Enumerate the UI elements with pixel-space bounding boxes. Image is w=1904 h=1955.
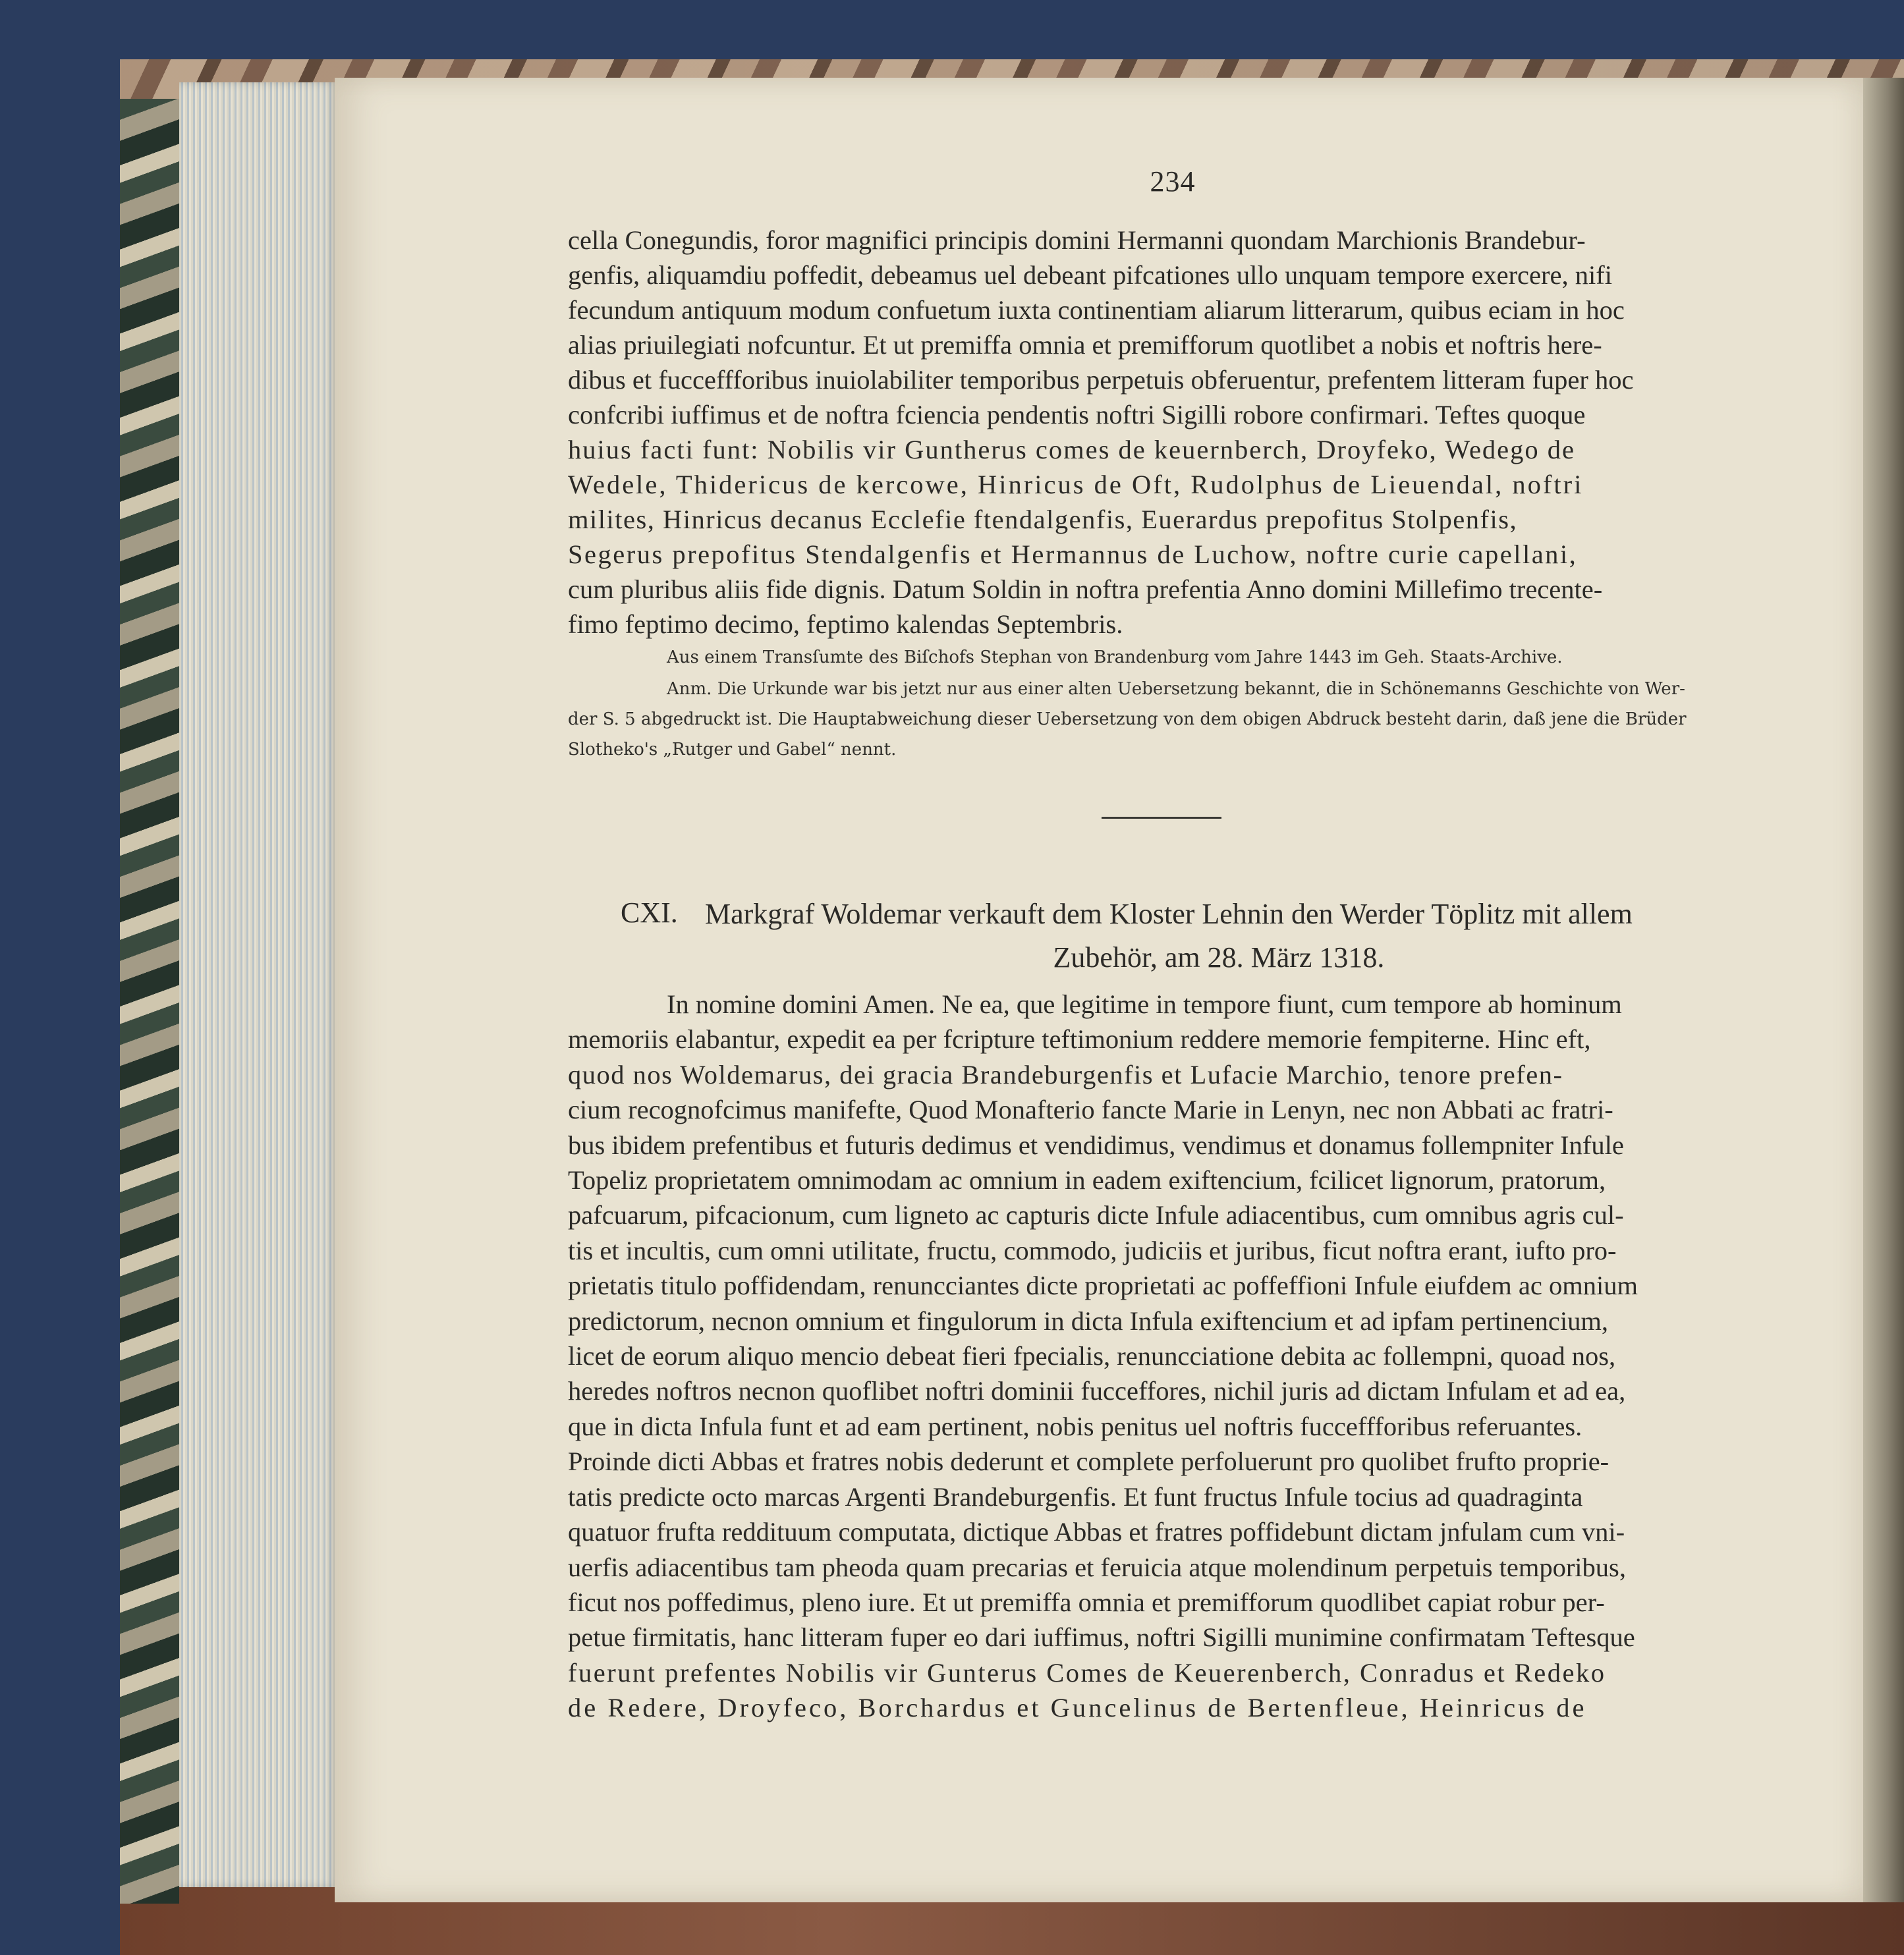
text-line: heredes noftros necnon quoflibet noftri dominii fucceffores, nichil juris ad dictam Infulam et ad ea, bbox=[568, 1376, 1626, 1406]
source-note: Aus einem Transſumte des Biſchofs Stephan von Brandenburg vom Jahre 1443 im Geh. Staats-Archive. bbox=[667, 647, 1563, 667]
text-line: quatuor frufta reddituum computata, dictique Abbas et fratres poffidebunt dictam jnfulam cum vni- bbox=[568, 1517, 1625, 1547]
text-line: Wedele, Thidericus de kercowe, Hinricus de Oft, Rudolphus de Lieuendal, noftri bbox=[568, 470, 1584, 499]
annotation-line: der S. 5 abgedruckt ist. Die Hauptabweichung dieser Uebersetzung von dem obigen Abdruck besteht darin, daß jene die Brüder bbox=[568, 709, 1687, 729]
text-line: confcribi iuffimus et de noftra fciencia pendentis noftri Sigilli robore confirmari. Teftes quoque bbox=[568, 400, 1586, 429]
text-line: milites, Hinricus decanus Ecclefie ftendalgenfis, Euerardus prepofitus Stolpenfis, bbox=[568, 505, 1518, 534]
text-line: fecundum antiquum modum confuetum iuxta continentiam aliarum litterarum, quibus eciam in hoc bbox=[568, 295, 1625, 325]
page-number: 234 bbox=[1150, 165, 1196, 198]
text-line: In nomine domini Amen. Ne ea, que legitime in tempore fiunt, cum tempore ab hominum bbox=[667, 989, 1622, 1019]
text-line: licet de eorum aliquo mencio debeat fieri fpecialis, renuncciatione debita ac follempni, quoad nos, bbox=[568, 1341, 1616, 1371]
text-line: cella Conegundis, foror magnifici principis domini Hermanni quondam Marchionis Brandebur- bbox=[568, 225, 1586, 255]
text-line: fimo feptimo decimo, feptimo kalendas Septembris. bbox=[568, 609, 1123, 639]
paragraph-continued bbox=[568, 223, 1754, 642]
gutter-shadow bbox=[1863, 78, 1904, 1902]
heading-line: Markgraf Woldemar verkauft dem Kloster Lehnin den Werder Töplitz mit allem bbox=[705, 898, 1633, 930]
text-line: dibus et fucceffforibus inuiolabiliter temporibus perpetuis obferuentur, prefentem litteram fuper hoc bbox=[568, 365, 1634, 395]
text-line: Topeliz proprietatem omnimodam ac omnium in eadem exiftencium, fcilicet lignorum, pratorum, bbox=[568, 1165, 1606, 1196]
source-notes bbox=[568, 646, 1754, 761]
text-line: tatis predicte octo marcas Argenti Brandeburgenfis. Et funt fructus Infule tocius ad quadraginta bbox=[568, 1481, 1583, 1512]
text-line: alias priuilegiati nofcuntur. Et ut premiffa omnia et premifforum quotlibet a nobis et noftris here- bbox=[568, 330, 1602, 360]
paragraph-new bbox=[568, 987, 1754, 1726]
text-line: predictorum, necnon omnium et fingulorum in dicta Infula exiftencium et ad ipfam pertinencium, bbox=[568, 1306, 1609, 1336]
text-line: bus ibidem prefentibus et futuris dedimus et vendidimus, vendimus et donamus follempniter Infule bbox=[568, 1130, 1624, 1160]
page-stack-edge bbox=[179, 82, 337, 1887]
text-line: ficut nos poffedimus, pleno iure. Et ut premiffa omnia et premifforum quodlibet capiat robur per- bbox=[568, 1587, 1605, 1617]
text-line: uerfis adiacentibus tam pheoda quam precarias et feruicia atque molendinum perpetuis temporibus, bbox=[568, 1552, 1626, 1582]
text-line: pafcuarum, pifcacionum, cum ligneto ac capturis dicte Infule adiacentibus, cum omnibus agris cul- bbox=[568, 1200, 1624, 1230]
text-line: fuerunt prefentes Nobilis vir Gunterus Comes de Keuerenberch, Conradus et Redeko bbox=[568, 1657, 1606, 1688]
heading-line: Zubehör, am 28. März 1318. bbox=[1053, 941, 1385, 974]
text-line: de Redere, Droyfeco, Borchardus et Guncelinus de Bertenfleue, Heinricus de bbox=[568, 1693, 1587, 1723]
text-line: petue firmitatis, hanc litteram fuper eo dari iuffimus, noftri Sigilli munimine confirmatam Teftesque bbox=[568, 1622, 1635, 1653]
document-number: CXI. bbox=[621, 896, 678, 929]
section-divider bbox=[1102, 817, 1221, 819]
text-line: genfis, aliquamdiu poffedit, debeamus uel debeant pifcationes ullo unquam tempore exercere, nifi bbox=[568, 260, 1612, 290]
text-line: prietatis titulo poffidendam, renuncciantes dicte proprietati ac poffeffioni Infule eiufdem ac omnium bbox=[568, 1271, 1638, 1301]
annotation-line: Slotheko's „Rutger und Gabel“ nennt. bbox=[568, 740, 897, 759]
text-line: Segerus prepofitus Stendalgenfis et Hermannus de Luchow, noftre curie capellani, bbox=[568, 539, 1578, 569]
text-line: memoriis elabantur, expedit ea per fcripture teftimonium reddere memorie fempiterne. Hinc eft, bbox=[568, 1024, 1591, 1055]
text-line: cum pluribus aliis fide dignis. Datum Soldin in noftra prefentia Anno domini Millefimo trecente- bbox=[568, 574, 1603, 604]
text-line: cium recognofcimus manifefte, Quod Monafterio fancte Marie in Lenyn, nec non Abbati ac fratri- bbox=[568, 1095, 1613, 1125]
marbled-endpaper bbox=[120, 99, 179, 1904]
text-line: huius facti funt: Nobilis vir Guntherus comes de keuernberch, Droyfeko, Wedego de bbox=[568, 435, 1575, 464]
document-heading bbox=[705, 893, 1733, 979]
text-line: Proinde dicti Abbas et fratres nobis dederunt et complete perfoluerunt pro quolibet frufto proprie- bbox=[568, 1446, 1610, 1477]
text-line: tis et incultis, cum omni utilitate, fructu, commodo, judiciis et juribus, ficut noftra erant, iufto pro- bbox=[568, 1235, 1617, 1265]
text-line: que in dicta Infula funt et ad eam pertinent, nobis penitus uel noftris fucceffforibus referuantes. bbox=[568, 1411, 1582, 1441]
annotation-line: Anm. Die Urkunde war bis jetzt nur aus einer alten Uebersetzung bekannt, die in Schönemanns Geschichte von Wer- bbox=[667, 679, 1685, 699]
text-line: quod nos Woldemarus, dei gracia Brandeburgenfis et Lufacie Marchio, tenore prefen- bbox=[568, 1059, 1563, 1089]
